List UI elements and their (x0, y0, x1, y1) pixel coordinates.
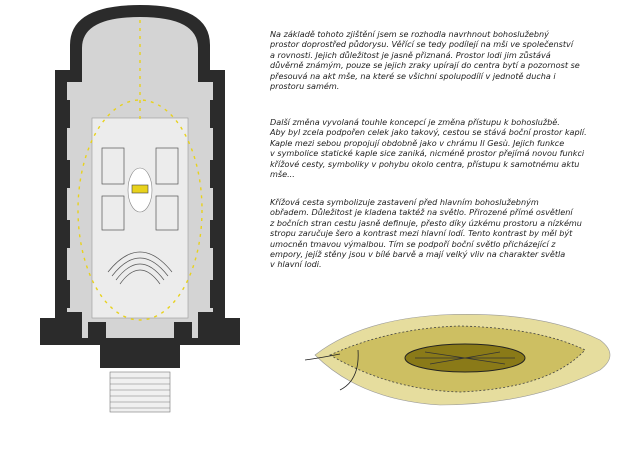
sketch-core (405, 344, 525, 372)
entrance-stairs (110, 372, 170, 412)
church-floor-plan (30, 0, 250, 452)
paragraph-1: Na základě tohoto zjištění jsem se rozhodla navrhnout bohoslužebný prostor doprostřed půdorysu. Věřící se tedy podílejí na mši ve společenství a rovnosti. Jejich důležitost je jasně přiznaná. Prostor lodi jim zůstává důvěrně známým, pouze se jejich zraky upírají do centra bytí a pozornost se přesouvá na akt mše, na které se všichni spolupodílí v jednotě ducha i prostoru samém. (270, 29, 580, 92)
central-altar (128, 168, 152, 212)
paragraph-2: Další změna vyvolaná touhle koncepcí je změna přístupu k bohoslužbě. Aby byl zcela podpořen celek jako takový, cestou se stává boční prostor kaplí. Kaple mezi sebou propojují obdobně jako v chrámu Il Gesù. Jejich funkce v symbolice statické kaple sice zaniká, nicméně prostor přejímá novou funkci křížové cesty, symboliky v pohybu okolo centra, přístupu k samotnému aktu mše... (270, 117, 587, 180)
paragraph-3: Křížová cesta symbolizuje zastavení před hlavním bohoslužebným obřadem. Důležitost je kladena taktéž na světlo. Přirozené přímé osvětlení z bočních stran cestu jasně definuje, přesto díky úzkému prostoru a nízkému stropu zaručuje šero a kontrast mezi hlavní lodí. Tento kontrast by měl být umocněn tmavou výmalbou. Tím se podpoří boční světlo přicházející z empory, jejíž stěny jsou v bílé barvě a mají velký vliv na charakter světla v hlavní lodi. (270, 197, 582, 270)
light-concept-sketch (300, 310, 630, 420)
